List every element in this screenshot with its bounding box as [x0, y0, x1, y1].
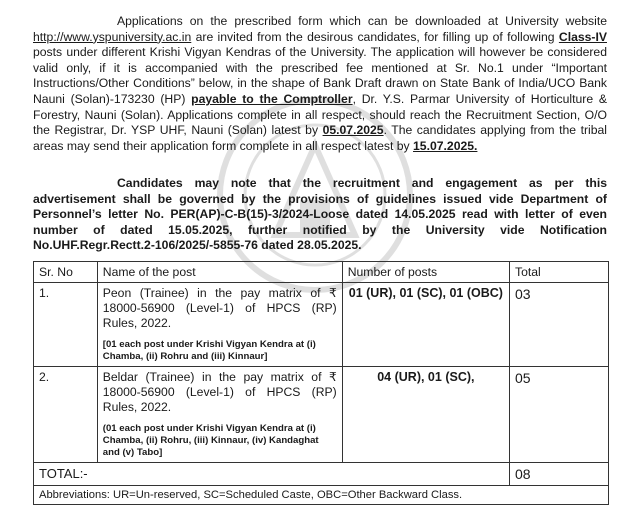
row-sr: 2. [34, 367, 98, 463]
row-number: 04 (UR), 01 (SC), [377, 370, 475, 384]
table-row [34, 367, 609, 463]
row-number-cell [342, 367, 509, 463]
row-post [97, 367, 342, 463]
row-total: 05 [510, 367, 609, 463]
row-number-cell [342, 283, 509, 367]
guidelines-notice: Candidates may note that the recruitment and engagement as per this advertisement shall be governed by the provisions of guidelines issued vide Department of Personnel’s letter No. PER(AP)-C-B(15)-3/2024-Loose dated 14.05.2025 read with letter of even number of dated 15.05.2025, further notified by the University vide Notification No.UHF.Regr.Rectt.2-106/2025/-5855-76 dated 28.05.2025. [33, 176, 607, 253]
intro-paragraph [33, 14, 607, 154]
intro-text-4: , Dr. Y.S. Parmar University of Horticulture & Forestry, Nauni (Solan). Applications complete in all respect, should reach the Recruitment Section, O/O the Registrar, Dr. YSP UHF, Nauni (Solan) latest by [33, 91, 607, 138]
abbreviations-row [34, 486, 609, 505]
abbreviations: Abbreviations: UR=Un-reserved, SC=Scheduled Caste, OBC=Other Backward Class. [34, 486, 609, 505]
intro-text-2: are invited from the desirous candidates, for filling up of following [191, 29, 559, 44]
post-location-note: (01 each post under Krishi Vigyan Kendra at (i) Chamba, (ii) Rohru, (iii) Kinnaur, (iv) Kandaghat and (v) Tabo] [102, 423, 319, 458]
class-iv-text: Class-IV [558, 29, 607, 44]
header-post-name: Name of the post [97, 262, 342, 283]
tribal-last-date: 15.07.2025. [413, 138, 478, 153]
header-total: Total [510, 262, 609, 283]
table-header-row [34, 262, 609, 283]
row-number: 01 (UR), 01 (SC), 01 (OBC) [348, 286, 503, 300]
post-location-note: [01 each post under Krishi Vigyan Kendra at (i) Chamba, (ii) Rohru and (iii) Kinnaur] [102, 339, 316, 362]
header-number-of-posts: Number of posts [342, 262, 509, 283]
last-date: 05.07.2025 [322, 123, 384, 138]
row-post [97, 283, 342, 367]
total-value: 08 [510, 463, 609, 486]
table-row [34, 283, 609, 367]
total-label: TOTAL:- [34, 463, 510, 486]
university-website-link[interactable]: http://www.yspuniversity.ac.in [33, 29, 192, 44]
header-sr-no: Sr. No [34, 262, 98, 283]
row-sr: 1. [34, 283, 98, 367]
row-total: 03 [510, 283, 609, 367]
post-title: Beldar (Trainee) in the pay matrix of ₹ 18000-56900 (Level-1) of HPCS (RP) Rules, 2022. [102, 370, 337, 414]
intro-text-1: Applications on the prescribed form which can be downloaded at University website [117, 14, 607, 28]
intro-text-3: posts under different Krishi Vigyan Kendras of the University. The application will however be considered valid only, if it is accompanied with the prescribed fee mentioned at Sr. No.1 under “Important Instructions/Other Conditions” below, in the shape of Bank Draft drawn on State Bank of India/UCO Bank Nauni (Solan)-173230 (HP) [33, 45, 607, 106]
intro-text-5: . The candidates applying from the tribal areas may send their application form complete in all respect latest by [33, 123, 607, 153]
post-title: Peon (Trainee) in the pay matrix of ₹ 18000-56900 (Level-1) of HPCS (RP) Rules, 2022. [102, 286, 337, 330]
payable-text: payable to the Comptroller [191, 91, 353, 106]
posts-table [33, 261, 609, 505]
total-row [34, 463, 609, 486]
